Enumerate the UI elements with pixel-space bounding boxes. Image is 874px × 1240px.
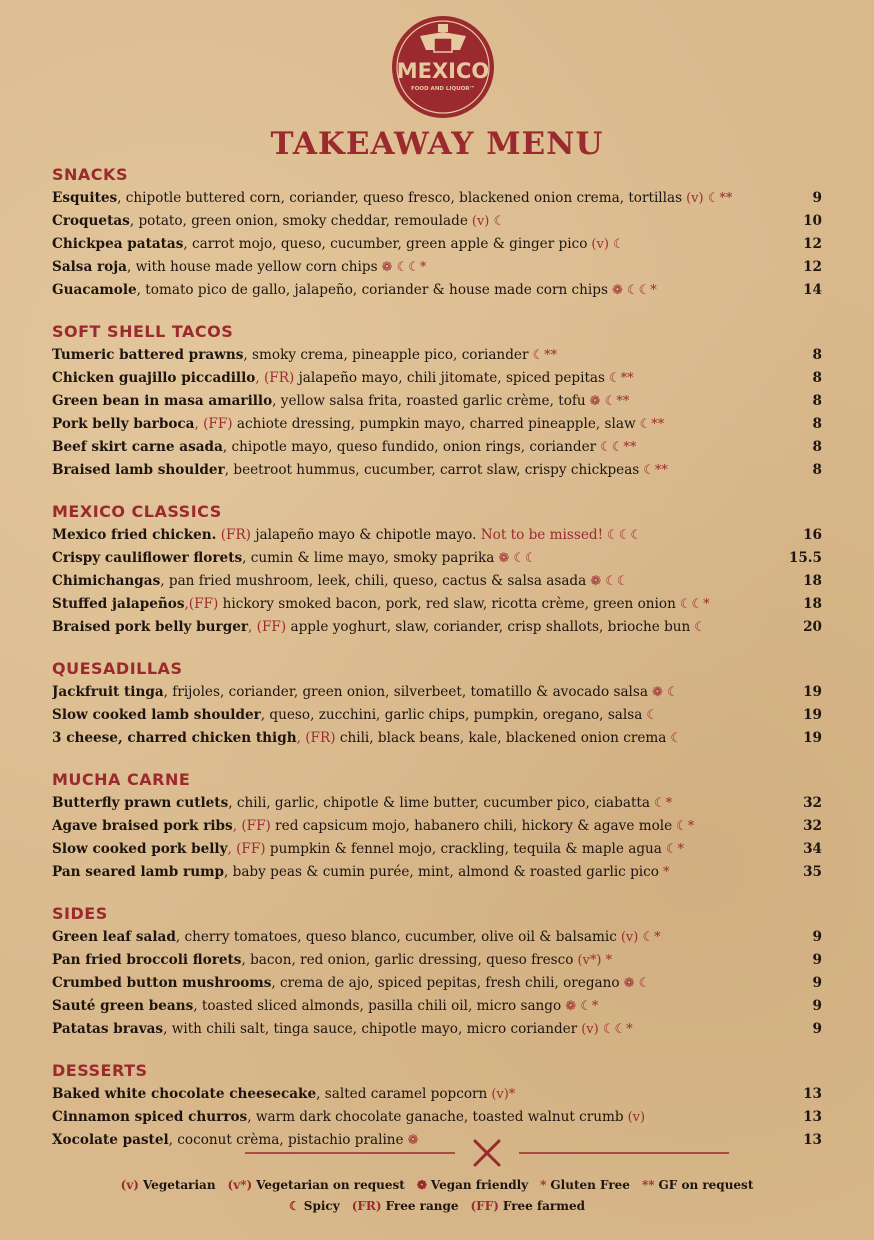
item-price: 18 <box>803 573 822 589</box>
menu-item <box>52 413 822 436</box>
item-price: 10 <box>803 213 822 229</box>
item-symbols: ☾☾☾ <box>607 528 643 543</box>
menu-item <box>52 279 822 302</box>
menu-item <box>52 861 822 884</box>
item-price: 9 <box>812 1021 822 1037</box>
item-description <box>52 256 426 279</box>
menu-item <box>52 256 822 279</box>
item-price: 8 <box>812 370 822 386</box>
item-symbols: ☾** <box>532 348 558 363</box>
legend-entry <box>471 1199 585 1213</box>
section-title: QUESADILLAS <box>52 659 183 678</box>
item-name: Esquites <box>52 190 118 206</box>
legend-entry <box>642 1178 753 1192</box>
item-symbols: ❁ ☾☾* <box>381 260 427 275</box>
item-desc: , chipotle buttered corn, coriander, queso fresco, blackened onion crema, tortillas <box>117 190 683 206</box>
item-desc: , salted caramel popcorn <box>316 1086 488 1102</box>
menu-item <box>52 436 822 459</box>
section-title: MEXICO CLASSICS <box>52 502 222 521</box>
menu-list <box>52 163 822 1170</box>
item-symbols: ☾** <box>609 371 634 386</box>
legend-entry <box>352 1199 459 1213</box>
item-symbols: (v) ☾ <box>591 237 625 252</box>
item-name: Slow cooked pork belly <box>52 841 228 857</box>
item-description <box>52 593 710 616</box>
item-name: Salsa roja <box>52 259 127 275</box>
item-name: Braised lamb shoulder <box>52 462 225 478</box>
item-description <box>52 279 657 302</box>
item-price: 32 <box>803 795 822 811</box>
item-description <box>52 681 679 704</box>
item-symbols: ❁ ☾☾ <box>590 574 629 589</box>
item-desc: , cherry tomatoes, queso blanco, cucumber, olive oil & balsamic <box>175 929 617 945</box>
menu-item <box>52 704 822 727</box>
item-name: Jackfruit tinga <box>52 684 164 700</box>
legend-key: (v) <box>120 1178 139 1192</box>
menu-item <box>52 838 822 861</box>
menu-section <box>52 163 822 302</box>
item-description <box>52 926 661 949</box>
item-desc: jalapeño mayo & chipotle mayo. <box>251 527 477 543</box>
item-description <box>52 436 636 459</box>
item-price: 19 <box>803 684 822 700</box>
menu-item <box>52 390 822 413</box>
legend-row-2 <box>0 1196 874 1217</box>
item-name: Mexico fried chicken. <box>52 527 217 543</box>
item-symbols: (v) ☾ <box>471 214 506 229</box>
item-symbols: (v)* <box>491 1087 516 1102</box>
item-name: Braised pork belly burger <box>52 619 249 635</box>
item-price: 9 <box>812 952 822 968</box>
item-symbols: ☾ <box>646 708 658 723</box>
item-symbols: ❁ ☾** <box>589 394 630 409</box>
menu-item <box>52 187 822 210</box>
menu-item <box>52 1106 822 1129</box>
legend-entry <box>417 1178 528 1192</box>
item-desc: , with chili salt, tinga sauce, chipotle mayo, micro coriander <box>163 1021 578 1037</box>
legend-entry <box>228 1178 405 1192</box>
item-description <box>52 792 672 815</box>
item-name: Crispy cauliflower florets <box>52 550 243 566</box>
item-price: 12 <box>803 259 822 275</box>
cutlery-divider <box>245 1138 729 1168</box>
legend-key: (FR) <box>351 1199 382 1213</box>
item-desc: , crema de ajo, spiced pepitas, fresh chili, oregano <box>271 975 620 991</box>
item-description <box>52 815 694 838</box>
item-description <box>52 704 658 727</box>
item-desc: , with house made yellow corn chips <box>126 259 378 275</box>
item-price: 13 <box>803 1132 822 1148</box>
item-desc: apple yoghurt, slaw, coriander, crisp shallots, brioche bun <box>286 619 691 635</box>
item-name: Baked white chocolate cheesecake <box>52 1086 317 1102</box>
item-symbols: ❁ ☾☾* <box>611 283 657 298</box>
legend-label: Vegetarian <box>142 1178 216 1192</box>
legend-label: Free farmed <box>502 1199 585 1213</box>
item-name: Croquetas <box>52 213 130 229</box>
legend-label: GF on request <box>658 1178 754 1192</box>
item-price: 8 <box>812 347 822 363</box>
menu-item <box>52 616 822 639</box>
item-tag: , (FF) <box>232 818 271 834</box>
item-desc: , cumin & lime mayo, smoky paprika <box>242 550 495 566</box>
menu-section <box>52 768 822 884</box>
item-desc: , chili, garlic, chipotle & lime butter, cucumber pico, ciabatta <box>228 795 650 811</box>
item-symbols: ❁ ☾☾ <box>498 551 537 566</box>
item-price: 35 <box>803 864 822 880</box>
item-price: 9 <box>812 975 822 991</box>
cutlery-icon <box>475 1141 499 1165</box>
item-desc: , toasted sliced almonds, pasilla chili oil, micro sango <box>193 998 562 1014</box>
item-tag: , (FR) <box>255 370 295 386</box>
item-desc: , yellow salsa frita, roasted garlic crème, tofu <box>272 393 586 409</box>
legend-entry <box>540 1178 630 1192</box>
item-tag: , (FF) <box>194 416 233 432</box>
item-desc: , carrot mojo, queso, cucumber, green apple & ginger pico <box>183 236 588 252</box>
item-name: Chicken guajillo piccadillo <box>52 370 256 386</box>
item-name: Chimichangas <box>52 573 161 589</box>
item-price: 34 <box>803 841 822 857</box>
item-symbols: ❁ ☾ <box>651 685 679 700</box>
item-description <box>52 972 650 995</box>
item-description <box>52 459 668 482</box>
logo-tagline: FOOD AND LIQUOR™ <box>410 86 476 92</box>
legend-label: Spicy <box>303 1199 340 1213</box>
item-desc: , warm dark chocolate ganache, toasted walnut crumb <box>247 1109 624 1125</box>
item-description <box>52 570 629 593</box>
item-desc: , potato, green onion, smoky cheddar, remoulade <box>129 213 468 229</box>
item-price: 19 <box>803 707 822 723</box>
item-desc: , beetroot hummus, cucumber, carrot slaw, crispy chickpeas <box>224 462 640 478</box>
item-description <box>52 1106 645 1129</box>
legend-key: ❁ <box>416 1178 427 1192</box>
item-desc: , pan fried mushroom, leek, chili, queso, cactus & salsa asada <box>160 573 587 589</box>
item-tag: ,(FF) <box>184 596 219 612</box>
menu-item <box>52 1018 822 1041</box>
item-price: 9 <box>812 190 822 206</box>
item-tag: , (FF) <box>248 619 287 635</box>
menu-item <box>52 926 822 949</box>
menu-item <box>52 570 822 593</box>
menu-item <box>52 593 822 616</box>
item-desc: red capsicum mojo, habanero chili, hickory & agave mole <box>270 818 673 834</box>
item-symbols: * <box>662 865 670 880</box>
legend-key: ** <box>641 1178 655 1192</box>
item-desc: , frijoles, coriander, green onion, silverbeet, tomatillo & avocado salsa <box>163 684 648 700</box>
section-title: MUCHA CARNE <box>52 770 191 789</box>
item-name: Green leaf salad <box>52 929 176 945</box>
item-symbols: ☾* <box>654 796 673 811</box>
item-price: 18 <box>803 596 822 612</box>
item-description <box>52 210 505 233</box>
item-name: Pan fried broccoli florets <box>52 952 242 968</box>
item-name: 3 cheese, charred chicken thigh <box>52 730 297 746</box>
menu-section <box>52 320 822 482</box>
menu-item <box>52 367 822 390</box>
item-description <box>52 413 664 436</box>
item-desc: pumpkin & fennel mojo, crackling, tequila & maple agua <box>265 841 662 857</box>
legend-label: Vegetarian on request <box>256 1178 405 1192</box>
item-description <box>52 995 598 1018</box>
menu-item <box>52 681 822 704</box>
item-symbols: ☾* <box>665 842 685 857</box>
item-name: Guacamole <box>52 282 137 298</box>
item-description <box>52 616 706 639</box>
item-description <box>52 1083 515 1106</box>
item-tag: , (FR) <box>296 730 336 746</box>
item-desc: , bacon, red onion, garlic dressing, queso fresco <box>241 952 574 968</box>
item-name: Green bean in masa amarillo <box>52 393 273 409</box>
item-name: Tumeric battered prawns <box>52 347 244 363</box>
item-name: Xocolate pastel <box>52 1132 169 1148</box>
item-price: 14 <box>803 282 822 298</box>
item-name: Patatas bravas <box>52 1021 164 1037</box>
item-symbols: (v) ☾☾* <box>581 1022 633 1037</box>
item-name: Agave braised pork ribs <box>52 818 233 834</box>
item-description <box>52 187 732 210</box>
section-title: DESSERTS <box>52 1061 148 1080</box>
item-price: 20 <box>803 619 822 635</box>
menu-item <box>52 972 822 995</box>
item-tag: (FR) <box>216 527 251 543</box>
menu-item <box>52 344 822 367</box>
item-name: Pork belly barboca <box>52 416 195 432</box>
menu-item <box>52 792 822 815</box>
item-name: Sauté green beans <box>52 998 194 1014</box>
item-symbols: ❁ <box>407 1133 419 1148</box>
item-desc: chili, black beans, kale, blackened onion crema <box>335 730 667 746</box>
item-price: 15.5 <box>788 550 822 566</box>
item-price: 12 <box>803 236 822 252</box>
item-name: Beef skirt carne asada <box>52 439 223 455</box>
legend-label: Vegan friendly <box>430 1178 529 1192</box>
item-description <box>52 524 642 547</box>
item-note: Not to be missed! <box>476 527 604 543</box>
menu-section <box>52 500 822 639</box>
item-price: 13 <box>803 1086 822 1102</box>
item-name: Cinnamon spiced churros <box>52 1109 248 1125</box>
item-desc: , smoky crema, pineapple pico, coriander <box>243 347 529 363</box>
menu-item <box>52 995 822 1018</box>
item-symbols: (v) ☾* <box>620 930 661 945</box>
legend-key: (v*) <box>227 1178 253 1192</box>
item-description <box>52 727 682 750</box>
item-price: 8 <box>812 416 822 432</box>
item-symbols: ☾ <box>670 731 683 746</box>
section-title: SNACKS <box>52 165 128 184</box>
item-name: Slow cooked lamb shoulder <box>52 707 261 723</box>
item-description <box>52 344 557 367</box>
legend-label: Free range <box>385 1199 459 1213</box>
item-name: Butterfly prawn cutlets <box>52 795 229 811</box>
menu-item <box>52 949 822 972</box>
menu-item <box>52 233 822 256</box>
menu-item <box>52 524 822 547</box>
section-title: SIDES <box>52 904 108 923</box>
menu-item <box>52 815 822 838</box>
item-description <box>52 1018 633 1041</box>
legend-entry <box>289 1199 340 1213</box>
item-price: 16 <box>803 527 822 543</box>
item-name: Crumbed button mushrooms <box>52 975 272 991</box>
menu-title: TAKEAWAY MENU <box>270 126 604 162</box>
item-price: 19 <box>803 730 822 746</box>
item-price: 8 <box>812 393 822 409</box>
item-desc: , tomato pico de gallo, jalapeño, coriander & house made corn chips <box>136 282 608 298</box>
menu-section <box>52 902 822 1041</box>
item-symbols: (v*) * <box>577 953 613 968</box>
mexico-logo <box>390 14 496 120</box>
menu-section <box>52 657 822 750</box>
item-name: Chickpea patatas <box>52 236 184 252</box>
item-symbols: (v) <box>627 1110 646 1125</box>
item-price: 9 <box>812 998 822 1014</box>
item-symbols: ☾☾* <box>679 597 710 612</box>
legend-key: (FF) <box>470 1199 499 1213</box>
item-price: 8 <box>812 462 822 478</box>
item-desc: hickory smoked bacon, pork, red slaw, ricotta crème, green onion <box>218 596 676 612</box>
item-description <box>52 838 684 861</box>
item-desc: , queso, zucchini, garlic chips, pumpkin, oregano, salsa <box>260 707 643 723</box>
item-symbols: ❁ ☾ <box>623 976 651 991</box>
menu-item <box>52 459 822 482</box>
menu-item <box>52 210 822 233</box>
menu-item <box>52 547 822 570</box>
item-description <box>52 949 612 972</box>
item-price: 13 <box>803 1109 822 1125</box>
item-symbols: ☾** <box>639 417 665 432</box>
item-tag: , (FF) <box>227 841 266 857</box>
item-description <box>52 861 669 884</box>
item-desc: , coconut crèma, pistachio praline <box>168 1132 404 1148</box>
item-symbols: (v) ☾** <box>686 191 733 206</box>
item-description <box>52 390 629 413</box>
item-desc: , chipotle mayo, queso fundido, onion rings, coriander <box>222 439 597 455</box>
legend-entry <box>121 1178 216 1192</box>
item-description <box>52 547 537 570</box>
item-symbols: ☾☾** <box>600 440 637 455</box>
item-description <box>52 367 634 390</box>
legend-key: ☾ <box>289 1199 300 1213</box>
section-title: SOFT SHELL TACOS <box>52 322 234 341</box>
legend <box>0 1175 874 1217</box>
item-price: 8 <box>812 439 822 455</box>
legend-key: * <box>540 1178 547 1192</box>
legend-label: Gluten Free <box>550 1178 630 1192</box>
item-description <box>52 233 625 256</box>
item-symbols: ☾** <box>643 463 668 478</box>
item-symbols: ❁ ☾* <box>565 999 599 1014</box>
logo-text: MEXICO <box>396 59 490 83</box>
item-desc: , baby peas & cumin purée, mint, almond & roasted garlic pico <box>223 864 659 880</box>
legend-row-1 <box>0 1175 874 1196</box>
item-name: Pan seared lamb rump <box>52 864 224 880</box>
item-symbols: ☾* <box>676 819 695 834</box>
item-desc: achiote dressing, pumpkin mayo, charred pineapple, slaw <box>232 416 636 432</box>
item-symbols: ☾ <box>694 620 706 635</box>
item-price: 9 <box>812 929 822 945</box>
item-name: Stuffed jalapeños <box>52 596 185 612</box>
item-price: 32 <box>803 818 822 834</box>
item-desc: jalapeño mayo, chili jitomate, spiced pepitas <box>294 370 605 386</box>
menu-item <box>52 1083 822 1106</box>
menu-item <box>52 727 822 750</box>
